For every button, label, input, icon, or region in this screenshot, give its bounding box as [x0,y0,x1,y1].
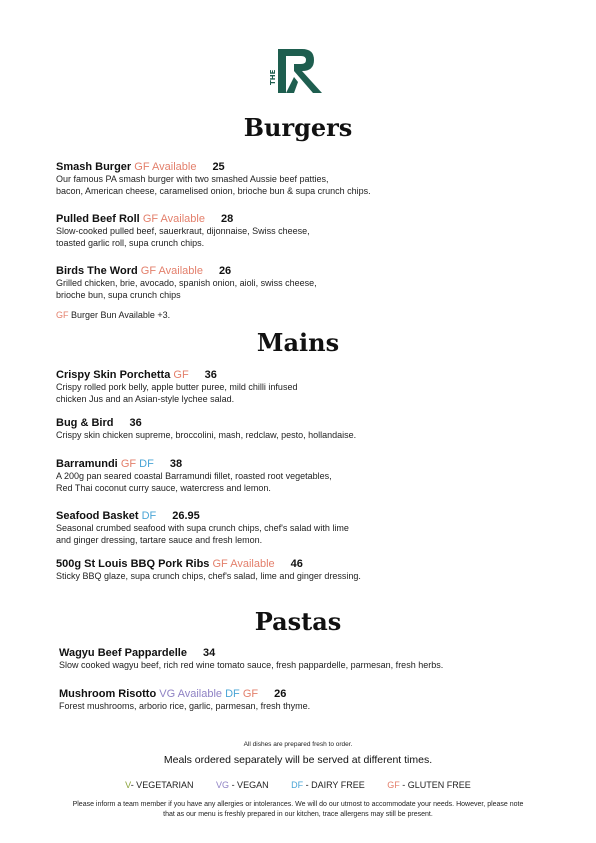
item-name: Pulled Beef Roll [56,213,140,225]
item-price: 36 [129,417,142,429]
item-description: Slow-cooked pulled beef, sauerkraut, dijonnaise, Swiss cheese, toasted garlic roll, supa crunch chips. [56,226,310,248]
df-tag: DF [225,688,240,700]
item-price: 38 [169,458,183,470]
gf-tag: GF Available [140,265,203,277]
item-name: Mushroom Risotto [59,688,157,700]
separate-service-note: Meals ordered separately will be served at different times. [163,754,433,766]
menu-item-bbq-pork-ribs [56,557,361,583]
item-description: Forest mushrooms, arborio rice, garlic, parmesan, fresh thyme. [59,701,311,711]
legend-gluten-free: GF - GLUTEN FREE [387,780,471,790]
item-price: 34 [202,647,216,659]
item-price: 26 [274,688,287,700]
item-name: Bug & Bird [56,417,114,429]
menu-item-bug-and-bird [56,416,356,442]
item-price: 25 [212,161,225,173]
section-title-mains: Mains [256,328,340,357]
menu-item-birds-the-word [56,264,317,301]
item-description: Grilled chicken, brie, avocado, spanish onion, aioli, swiss cheese, brioche bun, supa crunch chips [56,278,317,300]
menu-item-mushroom-risotto [59,687,310,713]
gf-tag: GF Available [212,558,275,570]
menu-item-seafood-basket [56,509,349,546]
item-name: Birds The Word [56,265,138,277]
item-description: Sticky BBQ glaze, supa crunch chips, chef's salad, lime and ginger dressing. [56,571,361,581]
item-description: Seasonal crumbed seafood with supa crunch chips, chef's salad with lime and ginger dressing, tartare sauce and fresh lemon. [56,523,349,545]
section-title-pastas: Pastas [254,607,342,636]
item-name: Smash Burger [56,161,132,173]
gf-tag: GF Available [142,213,205,225]
item-price: 26 [218,265,232,277]
df-tag: DF [141,510,157,522]
item-name: Crispy Skin Porchetta [56,369,171,381]
df-tag: DF [139,458,154,470]
gf-tag: GF [242,688,259,700]
gf-tag: GF [120,458,137,470]
section-title-burgers: Burgers [243,113,353,142]
item-price: 36 [204,369,217,381]
item-price: 28 [220,213,234,225]
gf-tag: GF [56,310,69,320]
gf-tag: GF Available [134,161,197,173]
menu-item-barramundi [56,457,332,494]
legend-vegan: VG - VEGAN [216,780,269,790]
menu-item-crispy-skin-porchetta [56,368,297,405]
allergy-disclaimer: Please inform a team member if you have any allergies or intolerances. We will do our utmost to accommodate your needs. However, please note that as our menu is freshly prepared in our kitchen, trace allergens may still be present. [72,801,524,818]
item-description: Crispy rolled pork belly, apple butter puree, mild chilli infused chicken Jus and an Asian-style lychee salad. [56,382,298,404]
burger-bun-note [56,310,170,322]
item-name: Wagyu Beef Pappardelle [59,647,187,659]
logo-the-text: THE [269,69,277,85]
dietary-legend [0,780,596,790]
menu-item-wagyu-beef-pappardelle [59,646,443,672]
item-description: Crispy skin chicken supreme, broccolini, mash, redclaw, pesto, hollandaise. [56,430,357,440]
bun-note-text: Burger Bun Available +3. [71,310,171,320]
menu-item-pulled-beef-roll [56,212,310,249]
item-description: Slow cooked wagyu beef, rich red wine tomato sauce, fresh pappardelle, parmesan, fresh herbs. [59,660,444,670]
gf-tag: GF [173,369,189,381]
legend-vegetarian: V- VEGETARIAN [125,780,194,790]
menu-item-smash-burger [56,160,371,197]
fresh-note: All dishes are prepared fresh to order. [243,741,353,748]
item-price: 26.95 [172,510,200,522]
item-price: 46 [290,558,303,570]
vg-tag: VG Available [159,688,223,700]
item-description: Our famous PA smash burger with two smashed Aussie beef patties, bacon, American cheese, caramelised onion, brioche bun & supa crunch chips. [56,174,371,196]
legend-dairy-free: DF - DAIRY FREE [291,780,365,790]
the-pa-logo [268,47,326,95]
item-name: Seafood Basket [56,510,139,522]
item-description: A 200g pan seared coastal Barramundi fillet, roasted root vegetables, Red Thai coconut curry sauce, watercress and lemon. [56,471,332,493]
item-name: 500g St Louis BBQ Pork Ribs [56,558,210,570]
item-name: Barramundi [56,458,118,470]
